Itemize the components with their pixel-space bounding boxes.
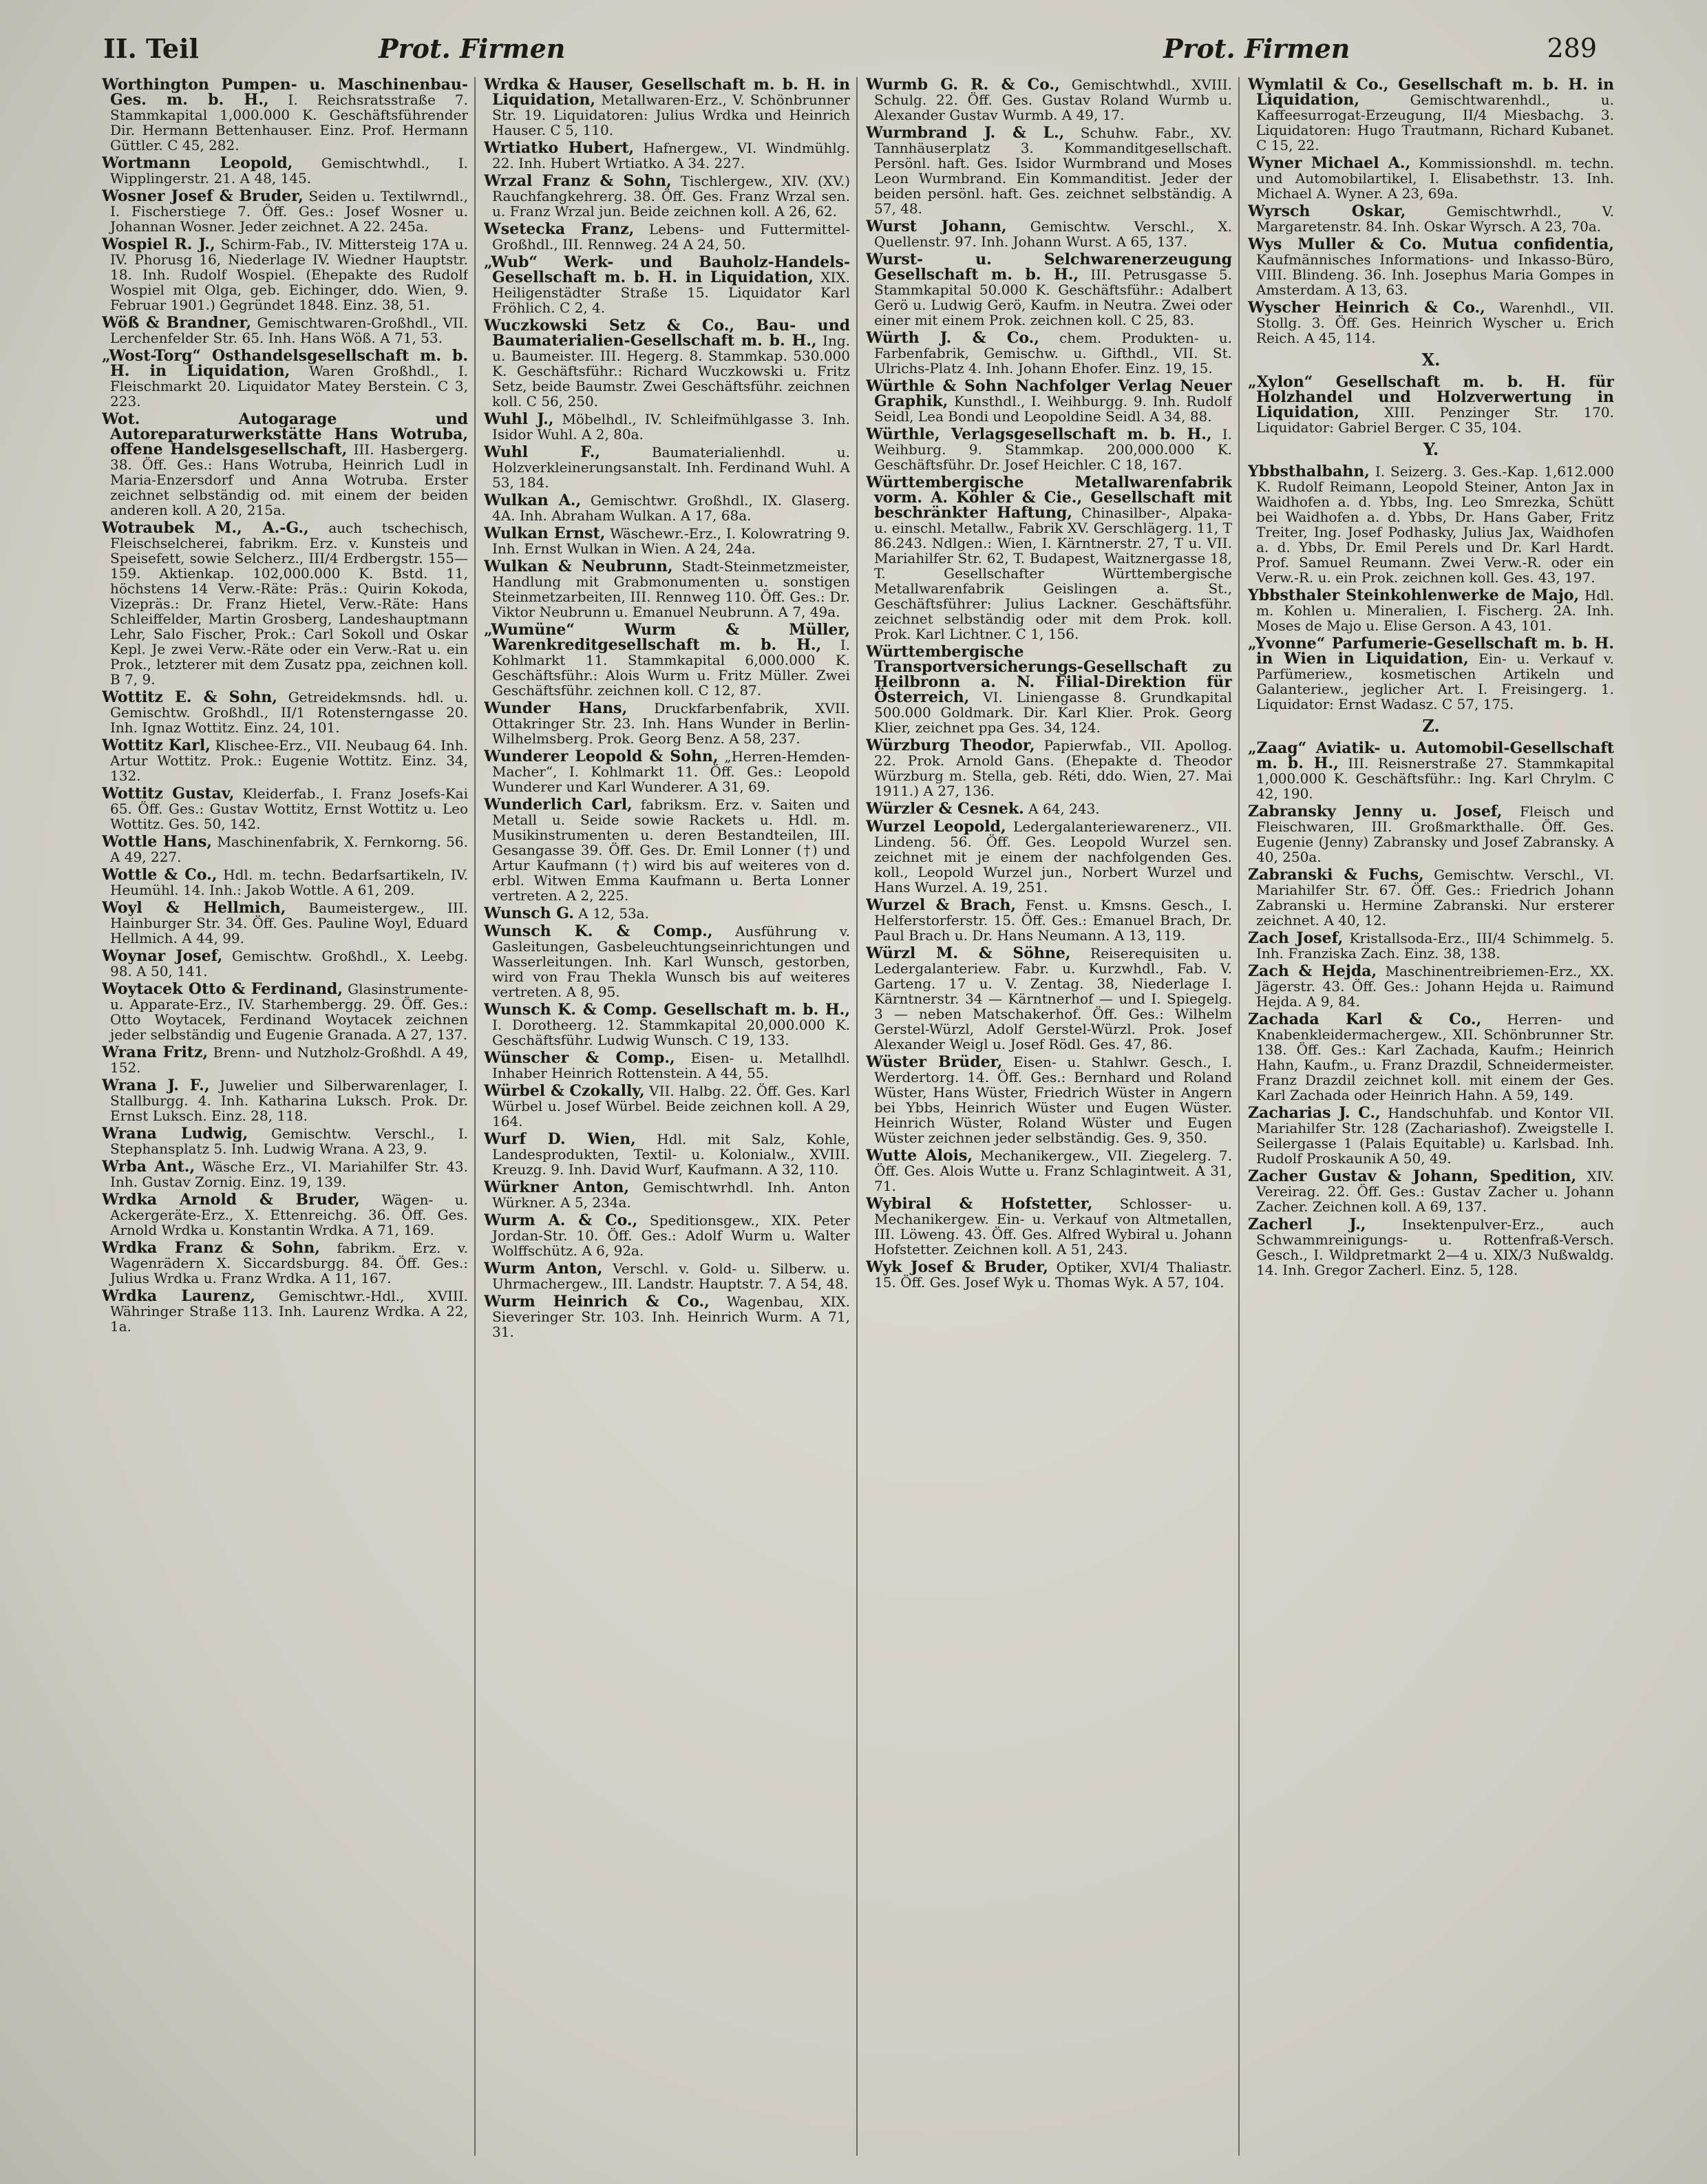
firm-details: Metallwaren-Erz., V. Schönbrunner Str. 19. Liquidatoren: Julius Wrdka und Heinrich Hauser. C 5, 110. xyxy=(492,92,850,138)
firm-name: „Xylon“ Gesellschaft m. b. H. für Holzhandel und Holzverwertung in Liquidation, xyxy=(1248,373,1614,421)
directory-entry xyxy=(102,690,468,735)
firm-name: „Zaag“ Aviatik- u. Automobil-Gesellschaft m. b. H., xyxy=(1248,739,1614,772)
firm-details: A 12, 53a. xyxy=(573,905,649,922)
firm-details: Schlosser- u. Mechanikergew. Ein- u. Verkauf von Altmetallen, III. Löweng. 43. Öff. Ges. Alfred Wybiral u. Johann Hofstetter. Zeichnen koll. A 51, 243. xyxy=(874,1196,1232,1258)
firm-name: Wrdka Arnold & Bruder, xyxy=(102,1191,360,1209)
firm-name: Wulkan Ernst, xyxy=(484,524,606,542)
directory-entry xyxy=(1248,1012,1614,1103)
directory-entry xyxy=(1248,636,1614,712)
firm-name: Württembergische Transportversicherungs-Gesellschaft zu Heilbronn a. N. Filial-Direktion für Österreich, xyxy=(866,643,1232,706)
firm-details: Brenn- und Nutzholz-Großhdl. A 49, 152. xyxy=(110,1044,468,1076)
firm-name: Wunderer Leopold & Sohn, xyxy=(484,748,719,765)
firm-details: Hdl. mit Salz, Kohle, Landesprodukten, Textil- u. Kolonialw., XVIII. Kreuzg. 9. Inh. David Wurf, Kaufmann. A 32, 110. xyxy=(492,1131,850,1178)
running-title-right: Prot. Firmen xyxy=(1163,33,1350,64)
directory-entry xyxy=(102,412,468,518)
firm-name: Wunsch K. & Comp. Gesellschaft m. b. H., xyxy=(484,1001,850,1019)
firm-name: Wottle & Co., xyxy=(102,866,218,884)
firm-details: Herren- und Knabenkleidermachergew., XII. Schönbrunner Str. 138. Öff. Ges.: Karl Zachada, Kaufm.; Heinrich Hahn, Kaufm., u. Franz Drazdil, Schneidermeister. Franz Drazdil zeichnet koll. mit einem der Ges. Karl Zachada oder Heinrich Hahn. A 59, 149. xyxy=(1256,1011,1614,1103)
directory-entry xyxy=(1248,1169,1614,1214)
firm-details: Druckfarbenfabrik, XVII. Ottakringer Str. 23. Inh. Hans Wunder in Berlin-Wilhelmsberg. Prok. Georg Benz. A 58, 237. xyxy=(492,700,850,747)
letter-section-heading: X. xyxy=(1421,350,1441,370)
firm-name: Wurm A. & Co., xyxy=(484,1211,638,1229)
firm-details: Gemischtwrhdl., V. Margaretenstr. 84. Inh. Oskar Wyrsch. A 23, 70a. xyxy=(1256,203,1614,235)
column-2 xyxy=(484,77,850,2156)
firm-details: Baumaterialienhdl. u. Holzverkleinerungsanstalt. Inh. Ferdinand Wuhl. A 53, 184. xyxy=(492,444,850,491)
directory-entry xyxy=(484,1180,850,1210)
firm-details: Baumeistergew., III. Hainburger Str. 34. Öff. Ges. Pauline Woyl, Eduard Hellmich. A 44, 99. xyxy=(110,900,468,946)
firm-details: Gemischtw. Verschl., I. Stephansplatz 5. Inh. Ludwig Wrana. A 23, 9. xyxy=(110,1125,468,1157)
firm-details: Gemischtw. Großhdl., X. Leebg. 98. A 50, 141. xyxy=(110,948,468,979)
directory-entry xyxy=(866,1196,1232,1257)
directory-entry xyxy=(866,898,1232,943)
firm-details: Glasinstrumente- u. Apparate-Erz., IV. Starhembergg. 29. Öff. Ges.: Otto Woytacek, Ferdinand Woytacek zeichnen jeder selbständig und Eugenie Granada. A 27, 137. xyxy=(110,981,468,1043)
firm-details: Getreidekmsnds. hdl. u. Gemischtw. Großhdl., II/1 Rotensterngasse 20. Inh. Ignaz Wottitz. Einz. 24, 101. xyxy=(110,689,468,736)
firm-details: Gemischtwaren-Großhdl., VII. Lerchenfelder Str. 65. Inh. Hans Wöß. A 71, 53. xyxy=(110,315,468,346)
firm-name: „Wub“ Werk- und Bauholz-Handels-Gesellschaft m. b. H. in Liquidation, xyxy=(484,253,850,286)
directory-entry xyxy=(484,412,850,442)
firm-details: III. Petrusgasse 5. Stammkapital 50.000 K. Geschäftsführ.: Adalbert Gerö u. Ludwig Gerö, Kaufm. in Neutra. Zwei oder einer mit einem Prok. zeichnen koll. C 25, 83. xyxy=(874,266,1232,328)
firm-name: Würthle, Verlagsgesellschaft m. b. H., xyxy=(866,425,1212,443)
directory-entry xyxy=(102,1289,468,1334)
directory-entry xyxy=(1248,741,1614,801)
directory-entry xyxy=(1248,1105,1614,1166)
firm-details: Gemischtwhdl., XVIII. Schulg. 22. Öff. Ges. Gustav Roland Wurmb u. Alexander Gustav Wurmb. A 49, 17. xyxy=(874,77,1232,123)
directory-entry xyxy=(866,1260,1232,1290)
directory-entry xyxy=(102,1240,468,1286)
firm-name: Wotraubek M., A.-G., xyxy=(102,519,309,537)
firm-details: Papierwfab., VII. Apollog. 22. Prok. Arnold Gans. (Ehepakte d. Theodor Würzburg m. Stella, geb. Réti, ddo. Wien, 27. Mai 1911.) A 27, 136. xyxy=(874,737,1232,799)
firm-details: Warenhdl., VII. Stollg. 3. Öff. Ges. Heinrich Wyscher u. Erich Reich. A 45, 114. xyxy=(1256,299,1614,346)
page-number: 289 xyxy=(1547,33,1597,63)
firm-name: Wurf D. Wien, xyxy=(484,1130,636,1148)
firm-details: Kunsthdl., I. Weihburgg. 9. Inh. Rudolf Seidl, Lea Bondi und Leopoldine Seidl. A 34, 88. xyxy=(874,393,1232,425)
firm-name: Würthle & Sohn Nachfolger Verlag Neuer Graphik, xyxy=(866,377,1232,410)
firm-name: Zabranski & Fuchs, xyxy=(1248,866,1424,884)
directory-entry xyxy=(102,1159,468,1189)
firm-details: XIV. Vereirag. 22. Öff. Ges.: Gustav Zacher u. Johann Zacher. Zeichnen koll. A 69, 137. xyxy=(1256,1168,1614,1215)
firm-details: Ledergalanteriewarenerz., VII. Lindeng. 56. Öff. Ges. Leopold Wurzel sen. zeichnet mit je einem der nachfolgenden Ges. koll., Leopold Wurzel jun., Norbert Wurzel und Hans Wurzel. A. 19, 251. xyxy=(874,818,1232,895)
firm-name: Wurm Heinrich & Co., xyxy=(484,1293,710,1311)
firm-details: Seiden u. Textilwrndl., I. Fischerstiege 7. Öff. Ges.: Josef Wosner u. Johannan Wosner. Jeder zeichnet. A 22. 245a. xyxy=(110,188,468,235)
firm-details: Gemischtwr.-Hdl., XVIII. Währinger Straße 113. Inh. Laurenz Wrdka. A 22, 1a. xyxy=(110,1288,468,1335)
firm-name: Wurm Anton, xyxy=(484,1260,603,1277)
firm-name: Wunder Hans, xyxy=(484,699,628,717)
column-3 xyxy=(866,77,1232,2156)
firm-details: Hafnergew., VI. Windmühlg. 22. Inh. Hubert Wrtiatko. A 34. 227. xyxy=(492,140,850,171)
firm-name: Wöß & Brandner, xyxy=(102,314,252,332)
firm-details: Insektenpulver-Erz., auch Schwammreinigungs- u. Rottenfraß-Versch. Gesch., I. Wildpretmarkt 2—4 u. XIX/3 Nußwaldg. 14. Inh. Gregor Zacherl. Einz. 5, 128. xyxy=(1256,1216,1614,1278)
directory-entry xyxy=(102,1078,468,1123)
firm-details: Stadt-Steinmetzmeister, Handlung mit Grabmonumenten u. sonstigen Steinmetzarbeiten, III. Rennweg 110. Öff. Ges.: Dr. Viktor Neubrunn u. Emanuel Neubrunn. A 7, 49a. xyxy=(492,558,850,620)
firm-name: „Yvonne“ Parfumerie-Gesellschaft m. b. H. in Wien in Liquidation, xyxy=(1248,635,1614,668)
firm-name: Wyner Michael A., xyxy=(1248,154,1411,172)
directory-entry xyxy=(1248,931,1614,961)
directory-entry xyxy=(102,982,468,1042)
firm-details: Maschinentreibriemen-Erz., XX. Jägerstr. 43. Öff. Ges.: Johann Hejda u. Raimund Hejda. A 9, 84. xyxy=(1256,963,1614,1010)
firm-details: Reiserequisiten u. Ledergalanteriew. Fabr. u. Kurzwhdl., Fab. V. Garteng. 17 u. V. Zentag. 38, Niederlage I. Kärntnerstr. 34 — Kärntnerhof — und I. Spiegelg. 3 — neben Matschakerhof. Öff. Ges.: Wilhelm Gerstel-Würzl, Adolf Gerstel-Würzl. Prok. Josef Alexander Weigl u. Josef Rödl. Ges. 47, 86. xyxy=(874,945,1232,1052)
directory-entry xyxy=(102,834,468,865)
firm-details: Juwelier und Silberwarenlager, I. Stallburgg. 4. Inh. Katharina Luksch. Prok. Dr. Ernst Luksch. Einz. 28, 118. xyxy=(110,1077,468,1124)
firm-details: Gemischtw. Verschl., X. Quellenstr. 97. Inh. Johann Wurst. A 65, 137. xyxy=(874,218,1232,250)
column-4 xyxy=(1248,77,1614,2156)
firm-name: Wyscher Heinrich & Co., xyxy=(1248,299,1485,317)
firm-name: Woyl & Hellmich, xyxy=(102,899,286,917)
firm-name: Ybbsthalbahn, xyxy=(1248,463,1370,480)
firm-name: Würzler & Cesnek. xyxy=(866,800,1024,818)
firm-name: Wrtiatko Hubert, xyxy=(484,139,635,157)
firm-details: I. Kohlmarkt 11. Stammkapital 6,000.000 K. Geschäftsführ.: Alois Wurm u. Fritz Müller. Zwei Geschäftsführ. zeichnen koll. C 12, 87. xyxy=(492,637,850,699)
firm-details: III. Hasbergerg. 38. Öff. Ges.: Hans Wotruba, Heinrich Ludl in Maria-Enzersdorf und Anna Wotruba. Erster zeichnet selbständig od. mit einem der beiden anderen koll. A 20, 215a. xyxy=(110,441,468,518)
firm-name: Zacherl J., xyxy=(1248,1216,1366,1233)
firm-details: III. Reisnerstraße 27. Stammkapital 1,000.000 K. Geschäftsführ.: Ing. Karl Chrylm. C 42, 190. xyxy=(1256,755,1614,802)
firm-name: Wüster Brüder, xyxy=(866,1053,1003,1071)
column-1 xyxy=(102,77,468,2156)
firm-details: Wagenbau, XIX. Sieveringer Str. 103. Inh. Heinrich Wurm. A 71, 31. xyxy=(492,1293,850,1340)
firm-name: Wurmbrand J. & L., xyxy=(866,124,1065,142)
directory-entry xyxy=(1248,204,1614,234)
firm-details: Gemischtwr. Großhdl., IX. Glaserg. 4A. Inh. Abraham Wulkan. A 17, 68a. xyxy=(492,492,850,524)
directory-entry xyxy=(102,77,468,153)
directory-entry xyxy=(866,819,1232,895)
firm-name: Wunderlich Carl, xyxy=(484,796,633,814)
firm-name: Würzburg Theodor, xyxy=(866,736,1035,754)
directory-entry xyxy=(484,701,850,746)
directory-entry xyxy=(866,946,1232,1052)
directory-entry xyxy=(484,559,850,619)
directory-entry xyxy=(1248,300,1614,346)
firm-name: Wot. Autogarage und Autoreparaturwerkstätte Hans Wotruba, offene Handelsgesellschaft, xyxy=(102,410,468,458)
firm-details: chem. Produkten- u. Farbenfabrik, Gemischw. u. Gifthdl., VII. St. Ulrichs-Platz 4. Inh. Johann Ehofer. Einz. 19, 15. xyxy=(874,330,1232,377)
firm-name: Wutte Alois, xyxy=(866,1147,973,1165)
directory-entry xyxy=(1248,77,1614,153)
directory-entry xyxy=(1248,867,1614,928)
directory-entry xyxy=(484,749,850,794)
firm-name: Wrdka Laurenz, xyxy=(102,1287,255,1305)
firm-details: Eisen- u. Stahlwr. Gesch., I. Werdertorg. 14. Öff. Ges.: Bernhard und Roland Wüster, Hans Wüster, Friedrich Wüster in Angern bei Ybbs, Heinrich Wüster und Eugen Wüster. Heinrich Wüster, Roland Wüster und Eugen Wüster zeichnen jeder selbständig. Ges. 9, 350. xyxy=(874,1054,1232,1146)
running-title-left: Prot. Firmen xyxy=(379,33,566,64)
firm-name: Wrana Ludwig, xyxy=(102,1125,248,1143)
firm-name: Würth J. & Co., xyxy=(866,329,1039,347)
firm-name: Wottitz Gustav, xyxy=(102,785,235,803)
firm-details: I. Weihburg. 9. Stammkap. 200,000.000 K. Geschäftsführ. Dr. Josef Heichler. C 18, 167. xyxy=(874,426,1232,473)
page-header xyxy=(103,33,1597,69)
directory-entry xyxy=(866,738,1232,798)
firm-name: Wyrsch Oskar, xyxy=(1248,202,1406,220)
directory-columns xyxy=(102,77,1616,2156)
firm-details: Gemischtwarenhdl., u. Kaffeesurrogat-Erzeugung, II/4 Miesbachg. 3. Liquidatoren: Hugo Trautmann, Richard Kubanet. C 15, 22. xyxy=(1256,92,1614,153)
directory-entry xyxy=(866,77,1232,123)
firm-details: Fenst. u. Kmsns. Gesch., I. Helferstorferstr. 15. Öff. Ges.: Emanuel Brach, Dr. Paul Brach u. Dr. Hans Neumann. A 13, 119. xyxy=(874,897,1232,944)
firm-name: Wrba Ant., xyxy=(102,1158,195,1176)
directory-entry xyxy=(866,1054,1232,1145)
directory-entry xyxy=(866,475,1232,642)
firm-details: Ein- u. Verkauf v. Parfümeriew., kosmetischen Artikeln und Galanteriew., jeglicher Art. I. Freisingerg. 1. Liquidator: Ernst Wadasz. C 57, 175. xyxy=(1256,650,1614,712)
firm-name: Wulkan & Neubrunn, xyxy=(484,558,673,575)
firm-details: Wäschewr.-Erz., I. Kolowratring 9. Inh. Ernst Wulkan in Wien. A 24, 24a. xyxy=(492,525,850,557)
directory-entry xyxy=(102,189,468,234)
firm-details: XIII. Penzinger Str. 170. Liquidator: Gabriel Berger. C 35, 104. xyxy=(1256,404,1614,436)
directory-entry xyxy=(1248,1217,1614,1277)
firm-name: Wrdka Franz & Sohn, xyxy=(102,1239,320,1257)
firm-details: fabrikm. Erz. v. Wagenrädern X. Siccardsburgg. 84. Öff. Ges.: Julius Wrdka u. Franz Wrdka. A 11, 167. xyxy=(110,1240,468,1286)
firm-details: Schirm-Fab., IV. Mittersteig 17A u. IV. Phorusg 16, Niederlage IV. Wiedner Hauptstr. 18. Inh. Rudolf Wospiel. (Ehepakte des Rudolf Wospiel mit Olga, geb. Eichinger, ddo. Wien, 9. Februar 1901.) Gegründet 1848. Einz. 38, 51. xyxy=(110,236,468,313)
directory-entry xyxy=(484,77,850,138)
directory-entry xyxy=(484,1294,850,1339)
directory-entry xyxy=(484,1083,850,1129)
firm-name: Zachada Karl & Co., xyxy=(1248,1010,1482,1028)
firm-details: Fleisch und Fleischwaren, III. Großmarkthalle. Öff. Ges. Eugenie (Jenny) Zabransky und Josef Zabransky. A 40, 250a. xyxy=(1256,803,1614,865)
firm-name: „Wost-Torg“ Osthandelsgesellschaft m. b. H. in Liquidation, xyxy=(102,347,468,380)
directory-entry xyxy=(102,867,468,898)
firm-name: Wurzel & Brach, xyxy=(866,896,1017,914)
firm-details: Kristallsoda-Erz., III/4 Schimmelg. 5. Inh. Franziska Zach. Einz. 38, 138. xyxy=(1256,930,1614,962)
directory-entry xyxy=(484,797,850,903)
firm-details: Gemischtw. Verschl., VI. Mariahilfer Str. 67. Öff. Ges.: Friedrich Johann Zabranski u. Hermine Zabranski. Nur ersterer zeichnet. A 40, 12. xyxy=(1256,867,1614,929)
directory-entry xyxy=(1248,464,1614,585)
directory-entry xyxy=(866,801,1232,816)
firm-details: Wägen- u. Ackergeräte-Erz., X. Ettenreichg. 36. Öff. Ges. Arnold Wrdka u. Konstantin Wrdka. A 71, 169. xyxy=(110,1191,468,1238)
firm-details: Verschl. v. Gold- u. Silberw. u. Uhrmachergew., III. Landstr. Hauptstr. 7. A 54, 48. xyxy=(492,1260,850,1292)
part-label: II. Teil xyxy=(103,33,199,64)
directory-entry xyxy=(102,1192,468,1238)
directory-entry xyxy=(102,900,468,946)
firm-details: Hdl. m. techn. Bedarfsartikeln, IV. Heumühl. 14. Inh.: Jakob Wottle. A 61, 209. xyxy=(110,867,468,898)
firm-name: Ybbsthaler Steinkohlenwerke de Majo, xyxy=(1248,586,1580,604)
firm-details: Hdl. m. Kohlen u. Mineralien, I. Fischerg. 2A. Inh. Moses de Majo u. Elise Gerson. A 43, 101. xyxy=(1256,587,1614,634)
firm-name: Zacher Gustav & Johann, Spedition, xyxy=(1248,1167,1577,1185)
directory-entry xyxy=(1248,804,1614,865)
firm-name: Wurst Johann, xyxy=(866,218,1007,235)
firm-details: Kaufmännisches Informations- und Inkasso-Büro, VIII. Blindeng. 36. Inh. Josephus Maria Gompes in Amsterdam. A 13, 63. xyxy=(1256,251,1614,298)
letter-section-heading: Z. xyxy=(1422,716,1440,736)
firm-name: Württembergische Metallwarenfabrik vorm. A. Köhler & Cie., Gesellschaft mit beschränkter Haftung, xyxy=(866,474,1232,522)
firm-details: VII. Halbg. 22. Öff. Ges. Karl Würbel u. Josef Würbel. Beide zeichnen koll. A 29, 164. xyxy=(492,1083,850,1130)
firm-name: Wymlatil & Co., Gesellschaft m. b. H. in Liquidation, xyxy=(1248,77,1614,109)
directory-entry xyxy=(1248,964,1614,1009)
firm-name: Würzl M. & Söhne, xyxy=(866,944,1071,962)
firm-details: Chinasilber-, Alpaka- u. einschl. Metallw., Fabrik XV. Gerschlägerg. 11, T 86.243. Ndlgen.: Wien, I. Kärntnerstr. 27, T u. VII. Mariahilfer Str. 62, T. Budapest, Waitznergasse 18, T. Gesellschafter Württembergische Metallwarenfabrik Geislingen a. St., Geschäftsführer: Julius Lackner. Geschäftsführ. zeichnet selbständig oder mit dem Prok. koll. Prok. Karl Lichtner. C 1, 156. xyxy=(874,505,1232,642)
directory-entry xyxy=(484,318,850,409)
firm-name: Wottitz Karl, xyxy=(102,736,211,754)
firm-details: Ausführung v. Gasleitungen, Gasbeleuchtungseinrichtungen und Wasserleitungen. Inh. Karl Wunsch, gestorben, wird von Frau Thekla Wunsch bis auf weiteres vertreten. A 8, 95. xyxy=(492,923,850,1000)
directory-entry xyxy=(866,219,1232,249)
directory-entry xyxy=(866,252,1232,328)
firm-name: Wottle Hans, xyxy=(102,833,213,851)
firm-details: Ing. u. Baumeister. III. Hegerg. 8. Stammkap. 530.000 K. Geschäftsführ.: Richard Wuczkowski u. Fritz Setz, beide Baumstr. Zwei Geschäftsführ. zeichnen koll. C 56, 250. xyxy=(492,332,850,410)
firm-details: Maschinenfabrik, X. Fernkorng. 56. A 49, 227. xyxy=(110,834,468,865)
firm-name: Würbel & Czokally, xyxy=(484,1082,645,1100)
directory-entry xyxy=(484,1261,850,1291)
firm-details: Gemischtwrhdl. Inh. Anton Würkner. A 5, 234a. xyxy=(492,1179,850,1211)
directory-entry xyxy=(484,622,850,698)
firm-details: Handschuhfab. und Kontor VII. Mariahilfer Str. 128 (Zachariashof). Zweigstelle I. Seilergasse 1 (Palais Equitable) u. Karlsbad. Inh. Rudolf Proskaunik A 50, 49. xyxy=(1256,1105,1614,1167)
firm-name: Wybiral & Hofstetter, xyxy=(866,1195,1093,1213)
directory-entry xyxy=(484,906,850,921)
firm-details: fabriksm. Erz. v. Saiten und Metall u. Seide sowie Rackets u. Hdl. m. Musikinstrumenten u. deren Bestandteilen, III. Gesangasse 39. Öff. Ges. Dr. Emil Lonner (†) und Artur Kaufmann (†) wird bis auf weiteres von d. erbl. Witwen Emma Kaufmann u. Berta Lonner vertreten. A 2, 225. xyxy=(492,796,850,904)
firm-details: Klischee-Erz., VII. Neubaug 64. Inh. Artur Wottitz. Prok.: Eugenie Wottitz. Einz. 34, 132. xyxy=(110,737,468,784)
directory-entry xyxy=(102,1045,468,1075)
firm-details: Lebens- und Futtermittel-Großhdl., III. Rennweg. 24 A 24, 50. xyxy=(492,221,850,253)
firm-details: Gemischtwhdl., I. Wipplingerstr. 21. A 48, 145. xyxy=(110,155,468,187)
directory-entry xyxy=(102,315,468,346)
directory-entry xyxy=(1248,156,1614,201)
directory-entry xyxy=(484,1050,850,1081)
firm-details: I. Reichsratsstraße 7. Stammkapital 1,000.000 K. Geschäftsführender Dir. Hermann Bettenhauser. Einz. Prof. Hermann Güttler. C 45, 282. xyxy=(110,92,468,153)
firm-details: Tischlergew., XIV. (XV.) Rauchfangkehrerg. 38. Öff. Ges. Franz Wrzal sen. u. Franz Wrzal jun. Beide zeichnen koll. A 26, 62. xyxy=(492,173,850,220)
firm-name: Wrdka & Hauser, Gesellschaft m. b. H. in Liquidation, xyxy=(484,77,850,109)
directory-entry xyxy=(484,445,850,490)
firm-details: VI. Liniengasse 8. Grundkapital 500.000 Goldmark. Dir. Karl Klier. Prok. Georg Klier, zeichnet ppa Ges. 34, 124. xyxy=(874,689,1232,736)
firm-name: Wunsch G. xyxy=(484,904,574,922)
directory-entry xyxy=(866,125,1232,216)
firm-details: Speditionsgew., XIX. Peter Jordan-Str. 10. Öff. Ges.: Adolf Wurm u. Walter Wolffschütz. A 6, 92a. xyxy=(492,1212,850,1259)
directory-entry xyxy=(484,924,850,999)
letter-section-heading: Y. xyxy=(1423,439,1439,459)
firm-name: Wuczkowski Setz & Co., Bau- und Baumaterialien-Gesellschaft m. b. H., xyxy=(484,317,850,350)
firm-details: auch tschechisch, Fleischselcherei, fabrikm. Erz. v. Kunsteis und Speisefett, sowie Selcherz., III/4 Erdbergstr. 155—159. Aktienkap. 102,000.000 K. Bstd. 11, höchstens 14 Verw.-Räte: Präs.: Quirin Kokoda, Vizepräs.: Dr. Franz Hietel, Verw.-Räte: Hans Schleiffelder, Martin Grosberg, Landeshauptmann Lehr, Salo Fischer, Prok.: Carl Sokoll und Oskar Kepl. Je zwei Verw.-Räte oder ein Verw.-Rat u. ein Prok., letzterer mit dem Zusatz ppa, zeichnen koll. B 7, 9. xyxy=(110,520,468,688)
directory-entry xyxy=(102,1126,468,1156)
directory-entry xyxy=(102,237,468,312)
firm-name: Wrana J. F., xyxy=(102,1077,210,1094)
firm-name: Worthington Pumpen- u. Maschinenbau-Ges. m. b. H., xyxy=(102,77,468,109)
firm-details: Mechanikergew., VII. Ziegelerg. 7. Öff. Ges. Alois Wutte u. Franz Schlagintweit. A 31, 71. xyxy=(874,1147,1232,1194)
firm-name: Woytacek Otto & Ferdinand, xyxy=(102,980,343,998)
firm-name: Zach & Hejda, xyxy=(1248,962,1377,980)
firm-details: Kleiderfab., I. Franz Josefs-Kai 65. Öff. Ges.: Gustav Wottitz, Ernst Wottitz u. Leo Wottitz. Ges. 50, 142. xyxy=(110,785,468,832)
firm-name: Wurst- u. Selchwarenerzeugung Gesellschaft m. b. H., xyxy=(866,251,1232,284)
directory-entry xyxy=(102,520,468,687)
directory-entry xyxy=(866,1148,1232,1194)
firm-name: Wosner Josef & Bruder, xyxy=(102,187,304,205)
directory-entry xyxy=(484,255,850,315)
firm-name: Wottitz E. & Sohn, xyxy=(102,688,277,706)
directory-entry xyxy=(102,948,468,979)
firm-name: Wyk Josef & Bruder, xyxy=(866,1258,1048,1276)
directory-entry xyxy=(484,1213,850,1258)
firm-name: Wurzel Leopold, xyxy=(866,818,1006,836)
directory-entry xyxy=(484,1132,850,1177)
directory-entry xyxy=(484,493,850,523)
firm-name: Zabransky Jenny u. Josef, xyxy=(1248,803,1503,820)
firm-details: Schuhw. Fabr., XV. Tannhäuserplatz 3. Kommanditgesellschaft. Persönl. haft. Ges. Isidor Wurmbrand und Moses Leon Wurmbrand. Ein Kommanditist. Jeder der beiden persönl. haft. Ges. zeichnet selbständig. A 57, 48. xyxy=(874,125,1232,217)
firm-name: Wospiel R. J., xyxy=(102,235,215,253)
firm-details: I. Seizerg. 3. Ges.-Kap. 1,612.000 K. Rudolf Reimann, Leopold Steiner, Anton Jax in Waidhofen a. d. Ybbs, Ing. Leo Smrezka, Schütt bei Waidhofen a. d. Ybbs, Dr. Hans Gaber, Fritz Treiter, Ing. Josef Podhasky, Julius Jax, Waidhofen a. d. Ybbs, Dr. Emil Perels und Dr. Karl Hardt. Prof. Samuel Reumann. Zwei Verw.-R. oder ein Verw.-R. u. ein Prok. zeichnen koll. Ges. 43, 197. xyxy=(1256,463,1614,586)
directory-entry xyxy=(1248,374,1614,435)
firm-name: Wulkan A., xyxy=(484,491,582,509)
firm-name: Wuhl J., xyxy=(484,410,554,428)
directory-entry xyxy=(484,173,850,219)
firm-name: Wurmb G. R. & Co., xyxy=(866,77,1060,94)
firm-name: Wys Muller & Co. Mutua confidentia, xyxy=(1248,235,1614,253)
firm-name: Wsetecka Franz, xyxy=(484,220,635,238)
directory-entry xyxy=(102,156,468,186)
firm-details: I. Dorotheerg. 12. Stammkapital 20,000.000 K. Geschäftsführ. Ludwig Wunsch. C 19, 133. xyxy=(492,1017,850,1048)
directory-entry xyxy=(866,644,1232,735)
firm-details: Möbelhdl., IV. Schleifmühlgasse 3. Inh. Isidor Wuhl. A 2, 80a. xyxy=(492,411,850,443)
firm-details: Kommissionshdl. m. techn. und Automobilartikel, I. Elisabethstr. 13. Inh. Michael A. Wyner. A 23, 69a. xyxy=(1256,155,1614,202)
directory-entry xyxy=(102,786,468,831)
directory-entry xyxy=(102,348,468,409)
firm-name: Wrzal Franz & Sohn, xyxy=(484,172,672,190)
firm-name: Wortmann Leopold, xyxy=(102,154,293,172)
firm-details: XIX. Heiligenstädter Straße 15. Liquidator Karl Fröhlich. C 2, 4. xyxy=(492,269,850,316)
firm-name: Zach Josef, xyxy=(1248,929,1344,947)
directory-entry xyxy=(866,330,1232,376)
directory-entry xyxy=(102,738,468,783)
firm-name: Wrana Fritz, xyxy=(102,1043,209,1061)
directory-entry xyxy=(1248,588,1614,633)
firm-details: „Herren-Hemden-Macher“, I. Kohlmarkt 11. Öff. Ges.: Leopold Wunderer und Karl Wunderer. A 31, 69. xyxy=(492,748,850,795)
directory-entry xyxy=(866,427,1232,472)
firm-name: Zacharias J. C., xyxy=(1248,1104,1381,1122)
firm-name: Wuhl F., xyxy=(484,443,601,461)
firm-details: Optiker, XVI/4 Thaliastr. 15. Öff. Ges. Josef Wyk u. Thomas Wyk. A 57, 104. xyxy=(874,1259,1232,1291)
directory-entry xyxy=(484,222,850,252)
firm-name: Wünscher & Comp., xyxy=(484,1049,675,1067)
firm-details: Wäsche Erz., VI. Mariahilfer Str. 43. Inh. Gustav Zornig. Einz. 19, 139. xyxy=(110,1158,468,1190)
directory-entry xyxy=(484,1002,850,1048)
firm-name: Würkner Anton, xyxy=(484,1178,630,1196)
firm-details: Waren Großhdl., I. Fleischmarkt 20. Liquidator Matey Berstein. C 3, 223. xyxy=(110,363,468,410)
firm-name: Woynar Josef, xyxy=(102,947,223,965)
directory-entry xyxy=(1248,237,1614,297)
directory-entry xyxy=(484,140,850,171)
directory-entry xyxy=(866,379,1232,424)
firm-name: „Wumüne“ Wurm & Müller, Warenkreditgesellschaft m. b. H., xyxy=(484,621,850,654)
firm-details: A 64, 243. xyxy=(1024,801,1100,817)
firm-details: Eisen- u. Metallhdl. Inhaber Heinrich Rottenstein. A 44, 55. xyxy=(492,1050,850,1081)
directory-entry xyxy=(484,526,850,556)
firm-name: Wunsch K. & Comp., xyxy=(484,922,713,940)
